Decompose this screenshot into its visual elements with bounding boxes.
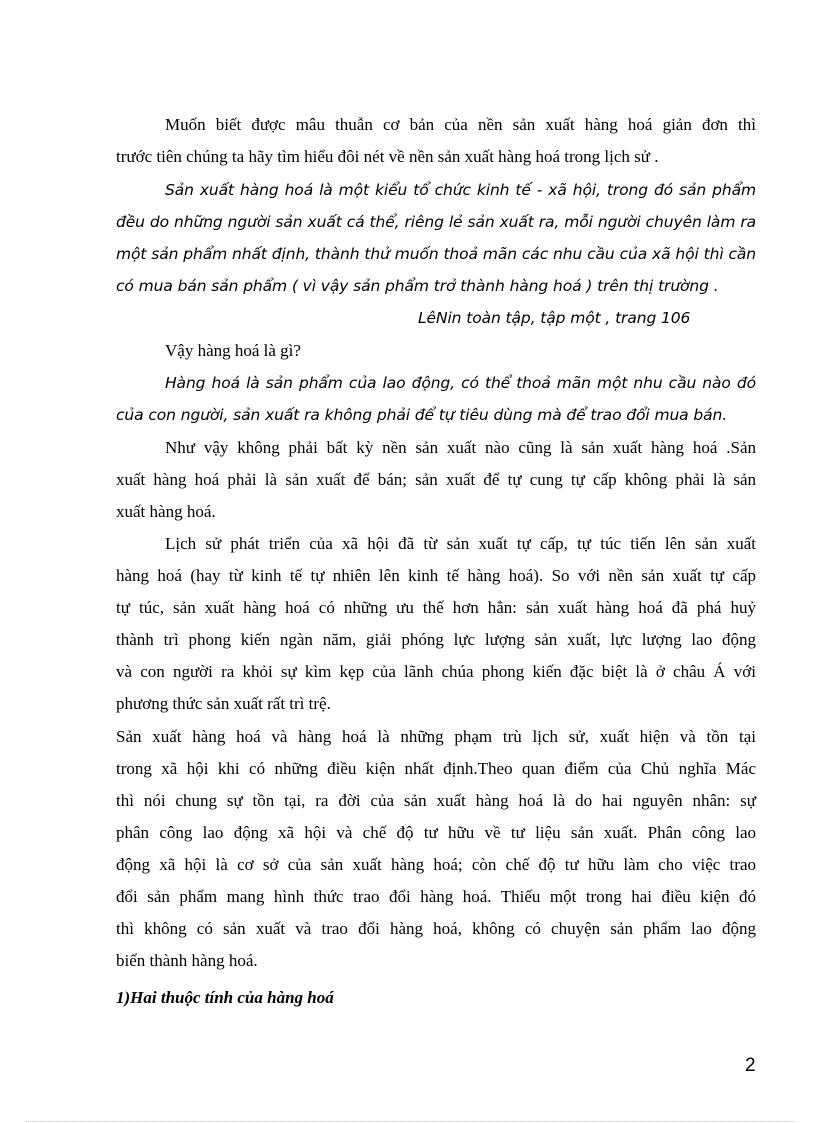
text-line: Vậy hàng hoá là gì? [165, 341, 301, 360]
text-line: thì nói chung sự tồn tại, ra đời của sản xuất hàng hoá là do hai nguyên nhân: sự [116, 791, 756, 810]
text-line: một sản phẩm nhất định, thành thử muốn thoả mãn các nhu cầu của xã hội thì cần [116, 245, 756, 263]
text-line: thành trì phong kiến ngàn năm, giải phóng lực lượng sản xuất, lực lượng lao động [116, 630, 756, 649]
section-heading: 1)Hai thuộc tính của hàng hoá [116, 988, 334, 1007]
text-line: động xã hội là cơ sở của sản xuất hàng hoá; còn chế độ tư hữu làm cho việc trao [116, 855, 756, 874]
text-line: đều do những người sản xuất cá thể, riêng lẻ sản xuất ra, mỗi người chuyên làm ra [116, 213, 756, 231]
text-line: xuất hàng hoá. [116, 502, 216, 521]
text-line: hàng hoá (hay từ kinh tế tự nhiên lên kinh tế hàng hoá). So với nền sản xuất tự cấp [116, 566, 756, 585]
text-line: tự túc, sản xuất hàng hoá có những ưu thế hơn hẳn: sản xuất hàng hoá đã phá huỷ [116, 598, 756, 617]
text-line: trong xã hội khi có những điều kiện nhất định.Theo quan điểm của Chủ nghĩa Mác [116, 759, 756, 778]
text-line: Muốn biết được mâu thuẫn cơ bản của nền sản xuất hàng hoá giản đơn thì [165, 115, 756, 134]
text-line: Hàng hoá là sản phẩm của lao động, có thể thoả mãn một nhu cầu nào đó [165, 374, 756, 392]
text-line: LêNin toàn tập, tập một , trang 106 [418, 309, 691, 327]
text-line: thì không có sản xuất và trao đổi hàng hoá, không có chuyện sản phẩm lao động [116, 919, 756, 938]
text-line: phân công lao động xã hội và chế độ tư hữu về tư liệu sản xuất. Phân công lao [116, 823, 756, 842]
text-line: đổi sản phẩm mang hình thức trao đổi hàng hoá. Thiếu một trong hai điều kiện đó [116, 887, 756, 906]
page-bottom-border [25, 1121, 795, 1122]
text-line: có mua bán sản phẩm ( vì vậy sản phẩm trở thành hàng hoá ) trên thị trường . [116, 277, 719, 295]
text-line: Sản xuất hàng hoá và hàng hoá là những phạm trù lịch sử, xuất hiện và tồn tại [116, 727, 756, 746]
text-line: trước tiên chúng ta hãy tìm hiểu đôi nét về nền sản xuất hàng hoá trong lịch sử . [116, 147, 659, 166]
text-line: Lịch sử phát triển của xã hội đã từ sản xuất tự cấp, tự túc tiến lên sản xuất [165, 534, 756, 553]
text-line: và con người ra khỏi sự kìm kẹp của lãnh chúa phong kiến đặc biệt là ở châu Á với [116, 662, 756, 681]
text-line: Như vậy không phải bất kỳ nền sản xuất nào cũng là sản xuất hàng hoá .Sản [165, 438, 756, 457]
text-line: biến thành hàng hoá. [116, 951, 258, 970]
text-line: phương thức sản xuất rất trì trệ. [116, 694, 331, 713]
text-line: của con người, sản xuất ra không phải để tự tiêu dùng mà để trao đổi mua bán. [116, 406, 728, 424]
page-number: 2 [745, 1055, 756, 1076]
text-line: Sản xuất hàng hoá là một kiểu tổ chức kinh tế - xã hội, trong đó sản phẩm [165, 181, 756, 199]
text-line: xuất hàng hoá phải là sản xuất để bán; sản xuất để tự cung tự cấp không phải là sản [116, 470, 756, 489]
